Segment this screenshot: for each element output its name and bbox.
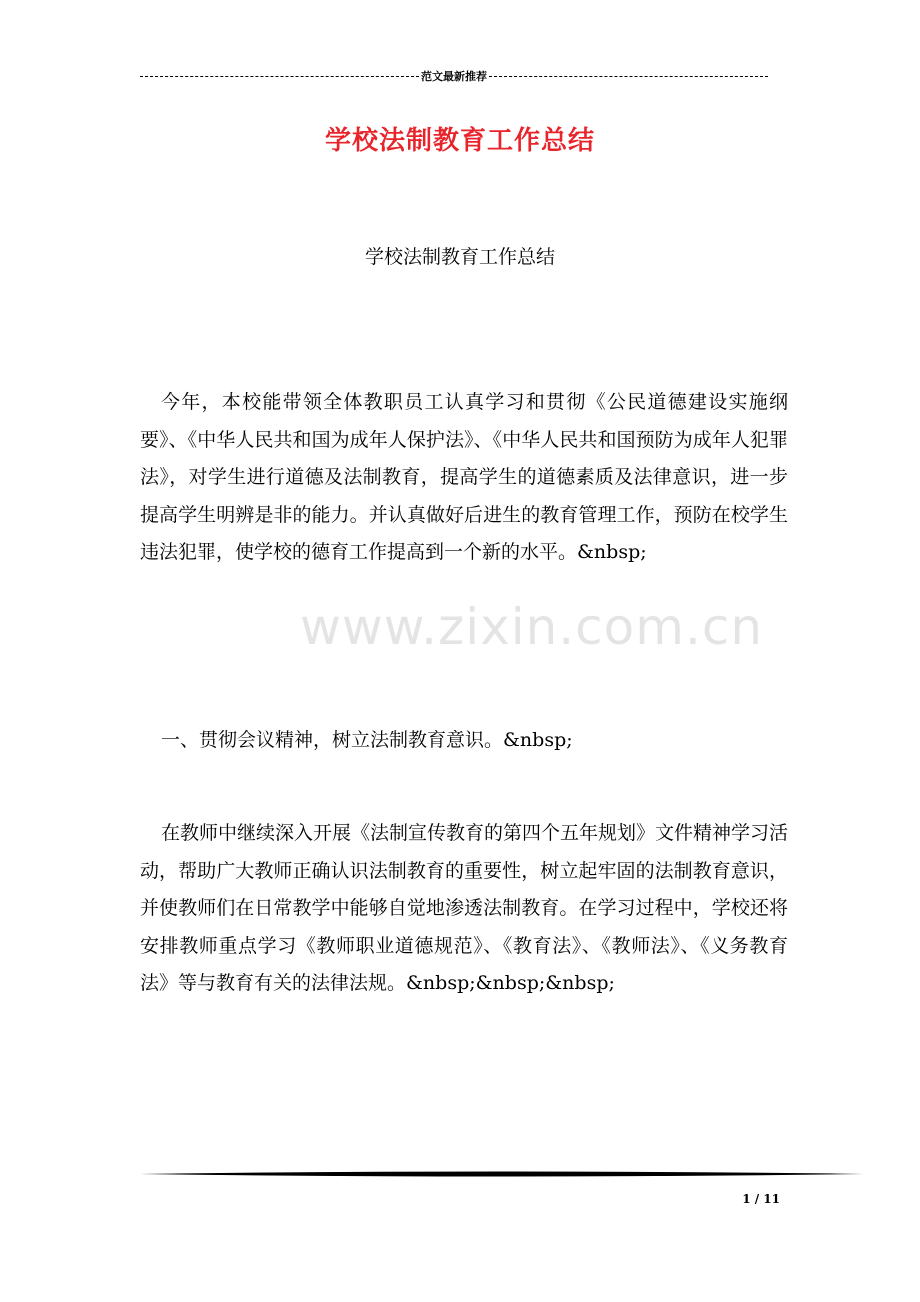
paragraph-intro: 今年，本校能带领全体教职员工认真学习和贯彻《公民道德建设实施纲要》、《中华人民共和国为成年人保护法》、《中华人民共和国预防为成年人犯罪法》，对学生进行道德及法制教育，提高学生的道德素质及法律意识，进一步提高学生明辨是非的能力。并认真做好后进生的教育管理工作，预防在校学生违法犯罪，使学校的德育工作提高到一个新的水平。&nbsp; — [140, 391, 788, 563]
header-label: 范文最新推荐 — [421, 70, 487, 83]
page-number: 1 / 11 — [742, 1192, 780, 1206]
header-dash-left — [140, 76, 419, 77]
footer-rule — [140, 1168, 864, 1180]
document-subtitle: 学校法制教育工作总结 — [364, 246, 555, 268]
watermark: www.zixin.com.cn — [300, 598, 764, 656]
section-heading: 一、贯彻会议精神，树立法制教育意识。&nbsp; — [161, 729, 573, 751]
document-title: 学校法制教育工作总结 — [324, 126, 595, 156]
page-header — [140, 68, 768, 84]
header-dash-right — [489, 76, 768, 77]
paragraph-section-1: 在教师中继续深入开展《法制宣传教育的第四个五年规划》文件精神学习活动，帮助广大教师正确认识法制教育的重要性，树立起牢固的法制教育意识，并使教师们在日常教学中能够自觉地渗透法制教育。在学习过程中，学校还将安排教师重点学习《教师职业道德规范》、《教育法》、《教师法》、《义务教育法》等与教育有关的法律法规。&nbsp;&nbsp;&nbsp; — [140, 822, 789, 994]
